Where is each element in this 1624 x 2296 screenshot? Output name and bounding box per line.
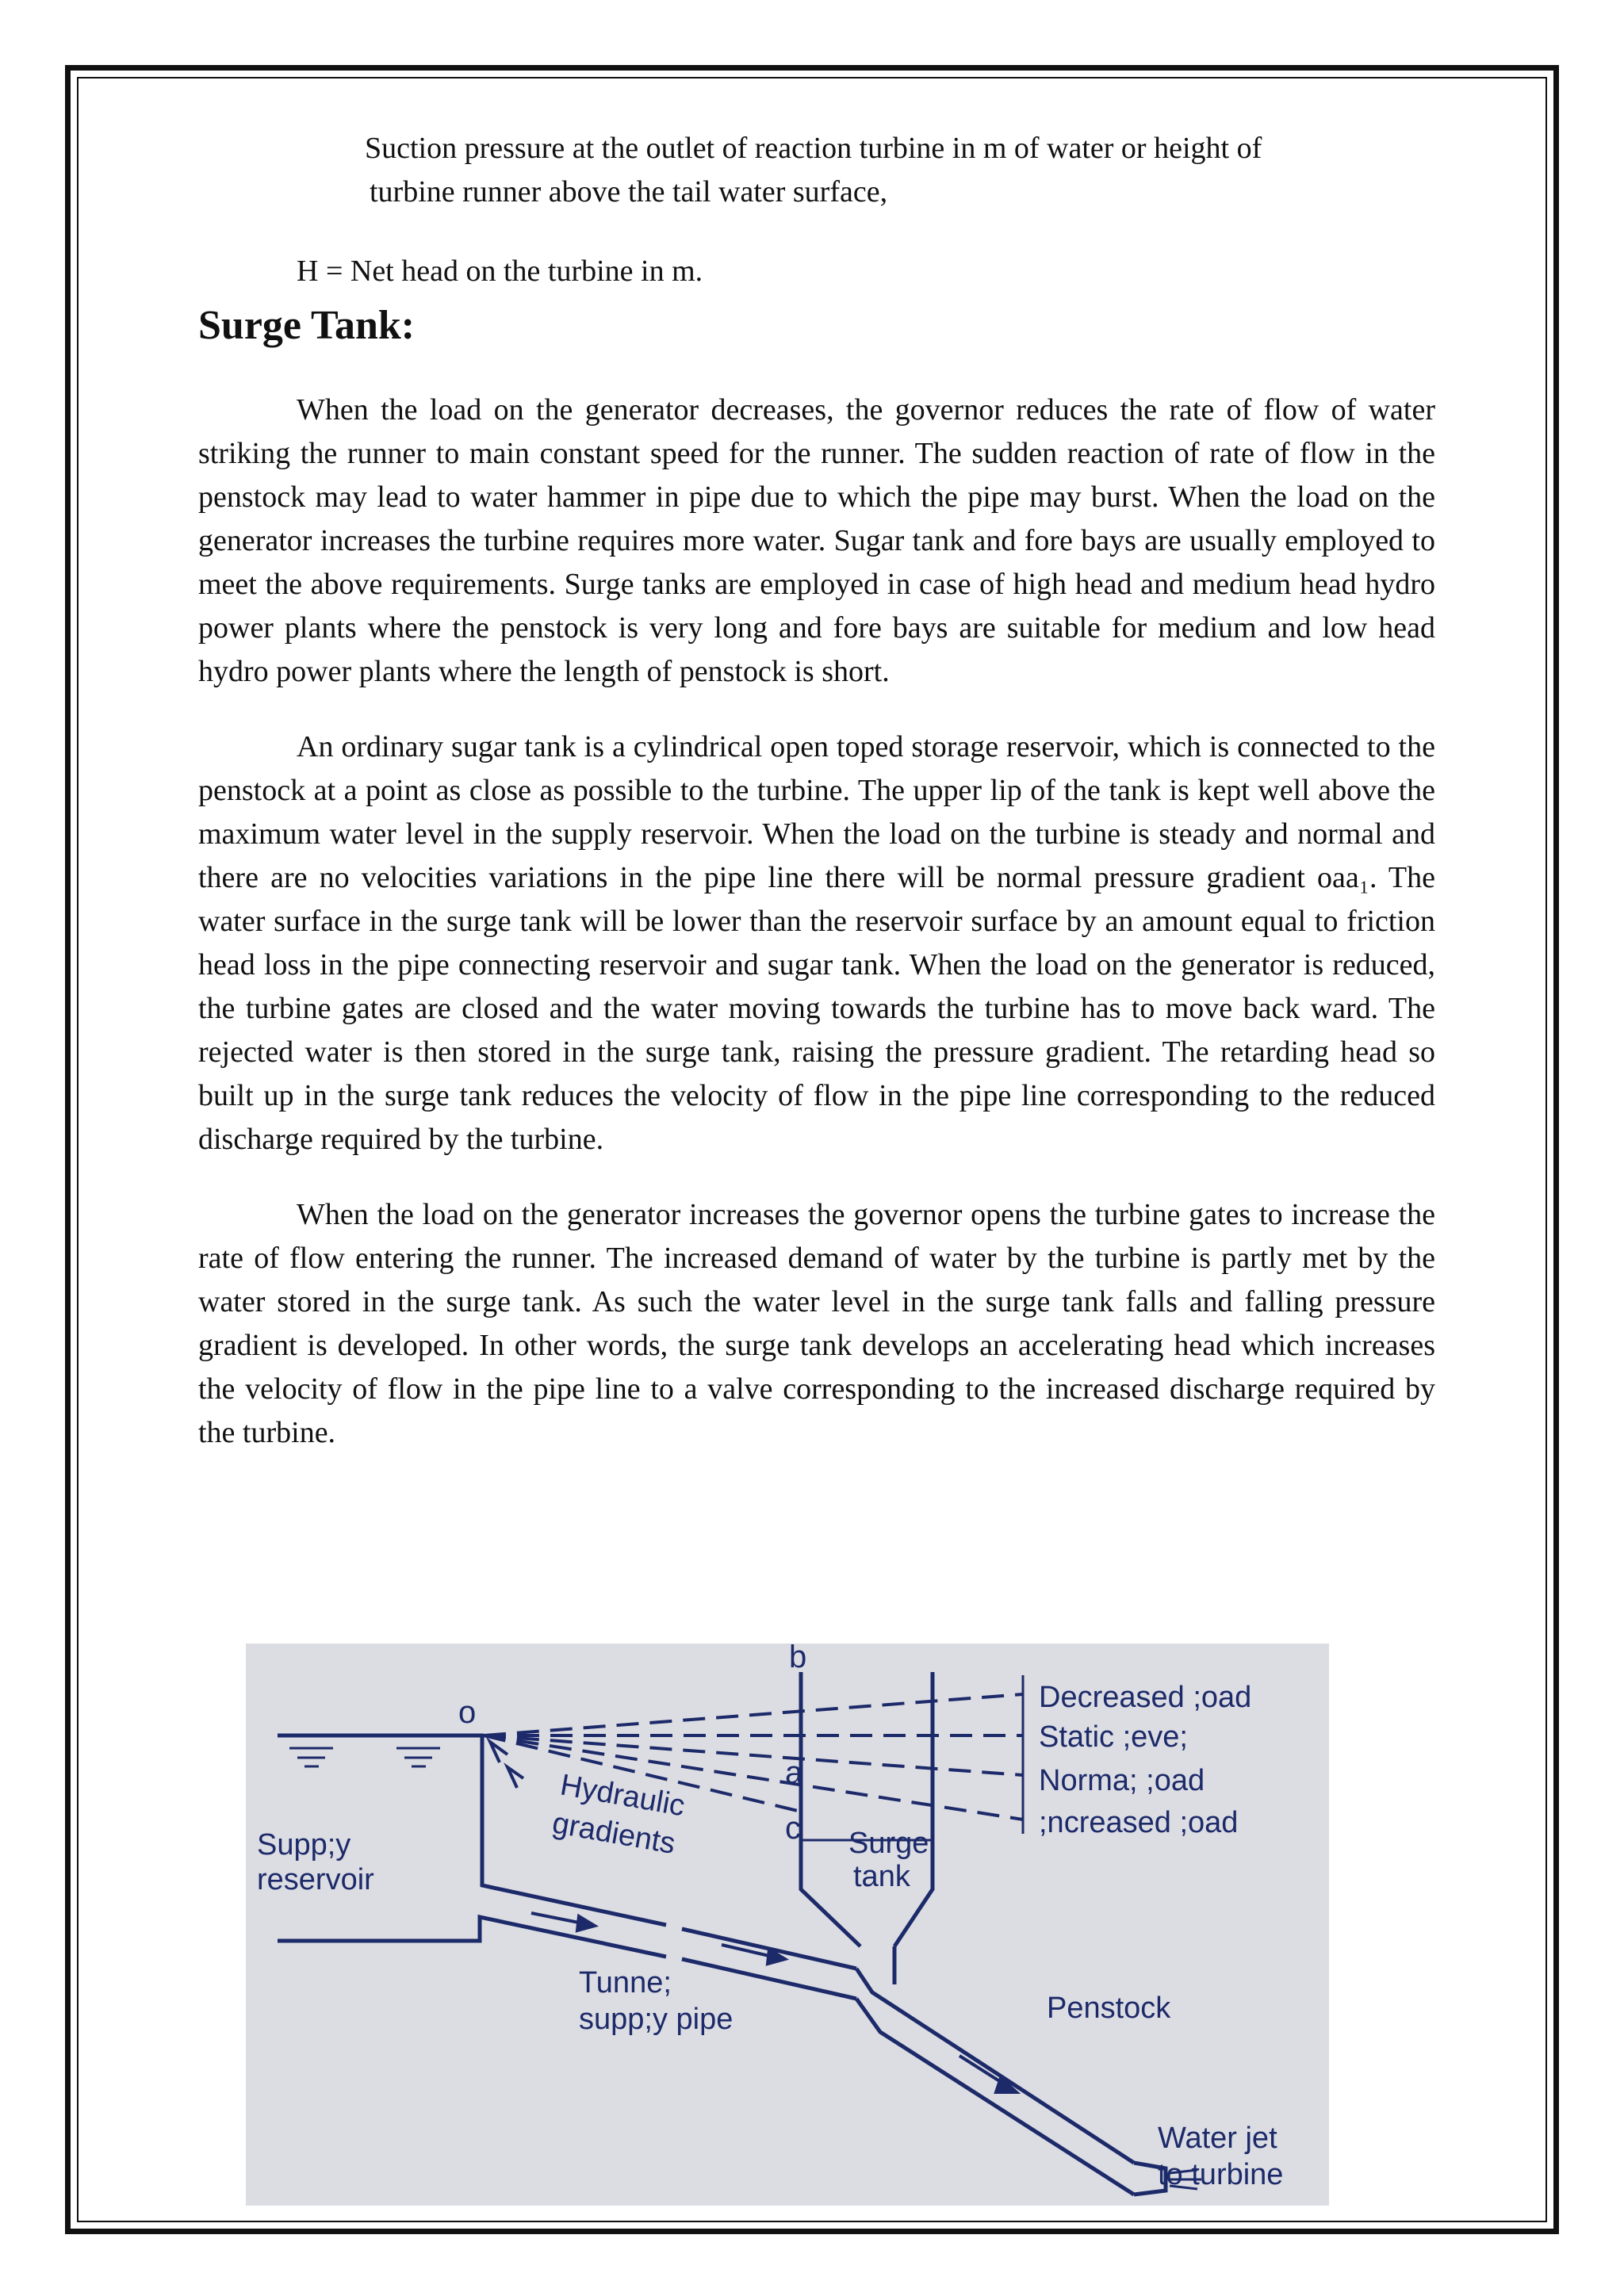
water-level-marks bbox=[289, 1748, 440, 1766]
surge-tank-figure bbox=[246, 1644, 1329, 2206]
label-normal-load: Norma; ;oad bbox=[1039, 1764, 1205, 1797]
page-content bbox=[198, 127, 1435, 1455]
intro-line-1: Suction pressure at the outlet of reaction turbine in m of water or height of bbox=[365, 132, 1262, 165]
label-o: o bbox=[458, 1695, 477, 1730]
paragraph-1: When the load on the generator decreases, the governor reduces the rate of flow of water striking the runner to main constant speed for the runner. The sudden reaction of rate of flow in the penstock may lead to water hammer in pipe due to which the pipe may burst. When the load on the generator increases the turbine requires more water. Sugar tank and fore bays are usually employed to meet the above requirements. Surge tanks are employed in case of high head and medium head hydro power plants where the penstock is very long and fore bays are suitable for medium and low head hydro power plants where the length of penstock is short. bbox=[198, 393, 1435, 688]
paragraph-3: When the load on the generator increases the governor opens the turbine gates to increase the rate of flow entering the runner. The increased demand of water by the turbine is partly met by the water stored in the surge tank. As such the water level in the surge tank falls and falling pressure gradient is developed. In other words, the surge tank develops an accelerating head which increases the velocity of flow in the pipe line to a valve corresponding to the increased discharge required by the turbine. bbox=[198, 1198, 1435, 1449]
label-supply-pipe: supp;y pipe bbox=[579, 2003, 733, 2036]
surge-tank-diagram bbox=[246, 1644, 1329, 2206]
label-tank: tank bbox=[853, 1860, 910, 1893]
label-water-jet: Water jet bbox=[1158, 2122, 1277, 2155]
surge-tank-left-wall bbox=[801, 1672, 860, 1946]
tunnel-bottom-edge bbox=[278, 1917, 666, 1957]
label-decreased-load: Decreased ;oad bbox=[1039, 1681, 1252, 1714]
paragraph-2: An ordinary sugar tank is a cylindrical open toped storage reservoir, which is connected to the penstock at a point as close as possible to the turbine. The upper lip of the tank is kept well above the maximum water level in the supply reservoir. When the load on the turbine is steady and normal and there are no velocities variations in the pipe line there will be normal pressure gradient oaa₁. The water surface in the surge tank will be lower than the reservoir surface by an amount equal to friction head loss in the pipe connecting reservoir and sugar tank. When the load on the generator is reduced, the turbine gates are closed and the water moving towards the turbine has to move back ward. The rejected water is then stored in the surge tank, raising the pressure gradient. The retarding head so built up in the surge tank reduces the velocity of flow in the pipe line corresponding to the reduced discharge required by the turbine. bbox=[198, 730, 1435, 1156]
label-supply: Supp;y bbox=[257, 1828, 351, 1862]
label-surge: Surge bbox=[848, 1827, 929, 1860]
label-tunnel: Tunne; bbox=[579, 1966, 672, 1999]
net-head-definition: H = Net head on the turbine in m. bbox=[297, 254, 703, 288]
label-c: c bbox=[785, 1811, 801, 1846]
label-static-level: Static ;eve; bbox=[1039, 1720, 1188, 1754]
surge-tank-right-wall bbox=[894, 1672, 933, 1946]
label-a: a bbox=[785, 1755, 803, 1790]
penstock-bottom bbox=[856, 1999, 1134, 2195]
label-gradients: gradients bbox=[550, 1806, 678, 1862]
label-increased-load: ;ncreased ;oad bbox=[1039, 1806, 1239, 1839]
label-reservoir: reservoir bbox=[257, 1863, 374, 1896]
section-title: Surge Tank: bbox=[198, 303, 416, 348]
label-b: b bbox=[789, 1644, 807, 1674]
label-to-turbine: to turbine bbox=[1158, 2158, 1284, 2191]
label-hydraulic: Hydraulic bbox=[557, 1768, 688, 1823]
intro-line-2: turbine runner above the tail water surface, bbox=[370, 175, 888, 209]
label-penstock: Penstock bbox=[1047, 1992, 1171, 2025]
